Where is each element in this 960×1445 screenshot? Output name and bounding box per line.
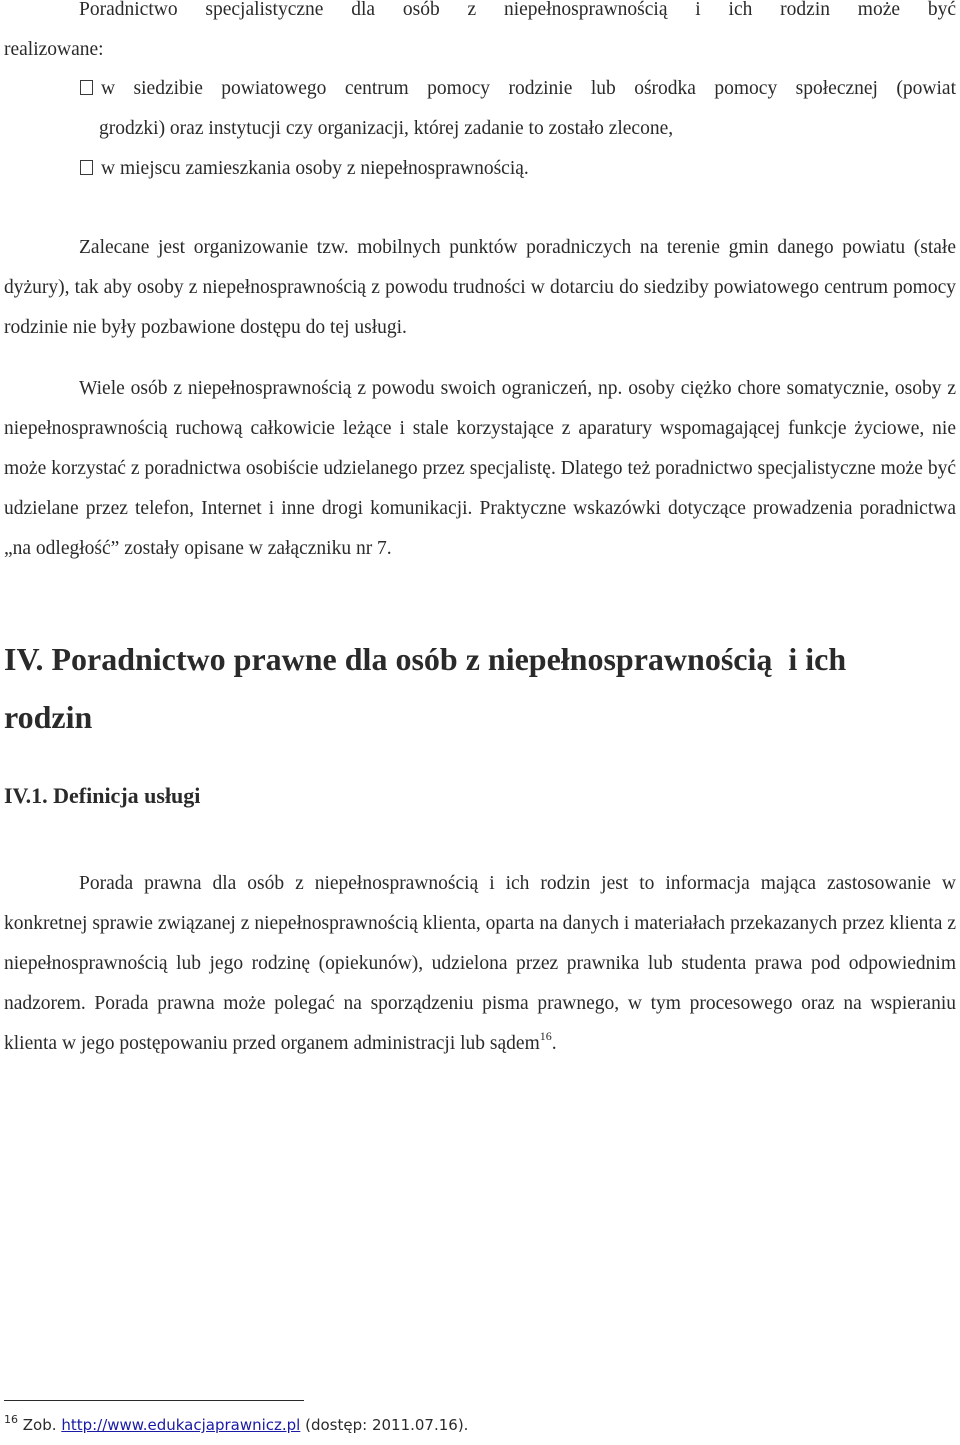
footnote-divider [4,1400,304,1401]
paragraph-definition: Porada prawna dla osób z niepełnosprawnością i ich rodzin jest to informacja mająca zastosowanie w konkretnej sprawie związanej z niepełnosprawnością klienta, oparta na danych i materiałach przekazanych przez klienta z niepełnosprawnością lub jego rodzinę (opiekunów), udzielona przez prawnika lub studenta prawa pod odpowiednim nadzorem. Porada prawna może polegać na sporządzeniu pisma prawnego, w tym procesowego oraz na wspieraniu klienta w jego postępowaniu przed organem administracji lub sądem$^{16}$. [4,873,956,1054]
bullet-item-1: w siedzibie powiatowego centrum pomocy rodzinie lub ośrodka pomocy społecznej (powiat [4,69,956,109]
subsection-heading: IV.1. Definicja usługi [4,783,201,808]
bullet-item-1-cont: grodzki) oraz instytucji czy organizacji, której zadanie to zostało zlecone, [99,118,674,139]
bullet-box-icon [80,80,93,95]
section-heading [4,630,956,746]
bullet-box-icon [80,160,93,175]
footnote-number: 16 [4,1413,18,1426]
footnote-link[interactable]: http://www.edukacjaprawnicz.pl [61,1416,301,1434]
intro-line-1: Poradnictwo specjalistyczne dla osób z niepełnosprawnością i ich rodzin może być [79,0,956,20]
paragraph-remote-advice: Wiele osób z niepełnosprawnością z powodu swoich ograniczeń, np. osoby ciężko chore somatycznie, osoby z niepełnosprawnością ruchową całkowicie leżące i stale korzystające z aparatury wspomagającej funkcje życiowe, nie może korzystać z poradnictwa osobiście udzielanego przez specjalistę. Dlatego też poradnictwo specjalistyczne może być udzielane przez telefon, Internet i inne drogi komunikacji. Praktyczne wskazówki dotyczące prowadzenia poradnictwa „na odległość” zostały opisane w załączniku nr 7. [4,378,956,559]
paragraph-mobile-points: Zalecane jest organizowanie tzw. mobilnych punktów poradniczych na terenie gmin danego powiatu (stałe dyżury), tak aby osoby z niepełnosprawnością z powodu trudności w dotarciu do siedziby powiatowego centrum pomocy rodzinie nie były pozbawione dostępu do tej usługi. [4,237,956,338]
section-heading-line-2: rodzin [4,699,93,735]
intro-paragraph [4,0,956,30]
paragraph-definition-text: Porada prawna dla osób z niepełnosprawnością i ich rodzin jest to informacja mająca zastosowanie w konkretnej sprawie związanej z niepełnosprawnością klienta, oparta na danych i materiałach przekazanych przez klienta z niepełnosprawnością lub jego rodzinę (opiekunów), udzielona przez prawnika lub studenta prawa pod odpowiednim nadzorem. Porada prawna może polegać na sporządzeniu pisma prawnego, w tym procesowego oraz na wspieraniu klienta w jego postępowaniu przed organem administracji lub sądem [4,873,956,1054]
footnote [4,1414,468,1436]
bullet-item-2: w miejscu zamieszkania osoby z niepełnosprawnością. [4,149,529,189]
footnote-prefix: Zob. [22,1416,57,1434]
section-heading-line-1: IV. Poradnictwo prawne dla osób z niepełnosprawnością i ich [4,641,847,677]
intro-paragraph-line-2: realizowane: [4,39,104,60]
footnote-reference[interactable]: 16 [539,1029,552,1043]
footnote-suffix: (dostęp: 2011.07.16). [305,1416,469,1434]
